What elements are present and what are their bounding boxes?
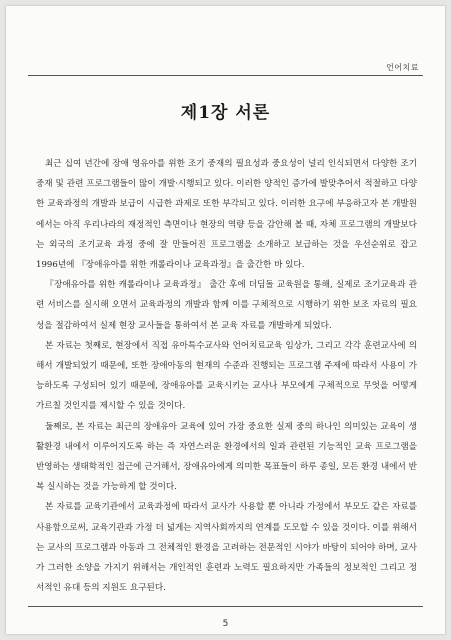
header-rule [28, 75, 423, 76]
page-header [28, 62, 423, 76]
running-head: 언어치료 [386, 63, 419, 72]
paragraph-5: 본 자료를 교육기관에서 교육과정에 따라서 교사가 사용할 뿐 아니라 가정에서 부모도 같은 자료를 사용함으로써, 교육기관과 가정 더 넓게는 지역사회까지의 연계를 도모할 수 있을 것이다. 이를 위해서는 교사의 프로그램과 아동과 그 전체적인 환경을 고려하는 전문적인 시야가 바탕이 되어야 하며, 교사가 그러한 소양을 가지기 위해서는 개인적인 훈련과 노력도 필요하지만 가족들의 정보적인 그리고 정서적인 유대 등의 지원도 요구된다. [36, 502, 417, 594]
document-page [6, 6, 445, 634]
paragraph-1: 최근 십여 년간에 장애 영유아를 위한 조기 중재의 필요성과 중요성이 널리 인식되면서 다양한 조기 중재 및 관련 프로그램들이 많이 개발·시행되고 있다. 이러한 양적인 증가에 발맞추어서 적절하고 다양한 교육과정의 개발과 보급이 시급한 과제로 또한 부각되고 있다. 이러한 요구에 부응하고자 본 개발원에서는 아직 우리나라의 재정적인 측면이나 현장의 역량 등을 감안해 볼 때, 자체 프로그램의 개발보다는 외국의 조기교육 과정 중에 잘 만들어진 프로그램을 소개하고 보급하는 것을 우선순위로 잡고 1996년에 『장애유아를 위한 캐롤라이나 교육과정』을 출간한 바 있다. [36, 159, 417, 271]
paragraph-3: 본 자료는 첫째로, 현장에서 직접 유아특수교사와 언어치료교육 임상가, 그리고 각각 훈련교사에 의해서 개발되었기 때문에, 또한 장애아동의 현재의 수준과 진행되는 프로그램 주제에 따라서 사용이 가능하도록 구성되어 있기 때문에, 장애유아를 교육시키는 교사나 부모에게 구체적으로 무엇을 어떻게 가르칠 것인지를 제시할 수 있을 것이다. [36, 340, 417, 412]
body-text [36, 154, 417, 598]
page-number: 5 [222, 619, 229, 629]
paragraph-4: 둘째로, 본 자료는 최근의 장애유아 교육에 있어 가장 중요한 실제 중의 하나인 의미있는 교육이 생활환경 내에서 이루어지도록 하는 즉 자연스러운 환경에서의 일과 관련된 기능적인 교육 프로그램을 반영하는 생태학적인 접근에 근거해서, 장애유아에게 의미한 목표들이 하루 종일, 모든 환경 내에서 반복 실시하는 것을 가능하게 할 것이다. [36, 421, 417, 493]
chapter-title: 제1장 서론 [180, 103, 271, 123]
paragraph-2: 『장애유아를 위한 캐롤라이나 교육과정』 출간 후에 더딤돌 교육원을 통해, 실제로 조기교육과 관련 서비스를 실시해 오면서 교육과정의 개발과 함께 이를 구체적으로 시행하기 위한 보조 자료의 필요성을 절감하여서 실제 현장 교사들을 통하여서 본 교육 자료를 개발하게 되었다. [36, 280, 417, 331]
footer-rule [28, 606, 423, 607]
